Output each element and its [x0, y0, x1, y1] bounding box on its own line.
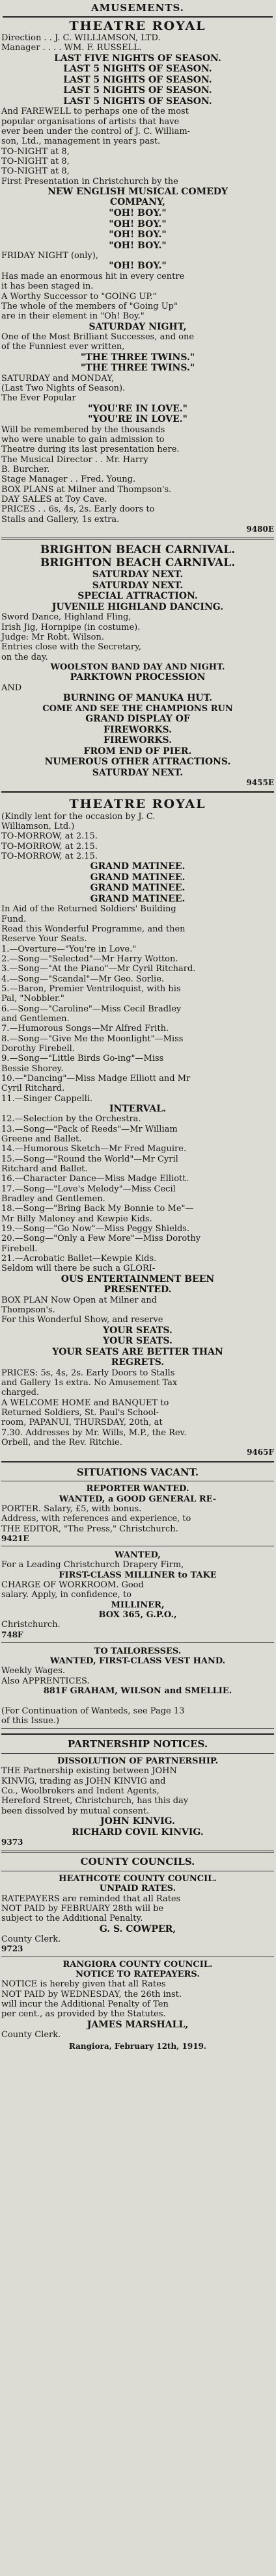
text-line: County Clerk. — [1, 1934, 61, 1945]
job-ad — [1, 1646, 274, 1730]
divider — [1, 791, 274, 793]
divider — [1, 1753, 274, 1754]
ad-code: 9465F — [247, 1448, 274, 1457]
text-line: Address, with references and experience, to — [1, 1514, 191, 1524]
carnival-heading: BRIGHTON BEACH CARNIVAL. — [40, 543, 236, 557]
text-line: INTERVAL. — [109, 1103, 166, 1114]
text-line: AND — [1, 683, 22, 693]
text-line: Sword Dance, Highland Fling, — [1, 612, 131, 623]
text-line: it has been staged in. — [1, 281, 94, 292]
text-line: FIREWORKS. — [104, 735, 172, 746]
text-line: Will be remembered by the thousands — [1, 424, 165, 435]
text-line: 17.—Song—"Love's Melody"—Miss Cecil — [1, 1184, 176, 1194]
text-line: The Musical Director . . Mr. Harry — [1, 454, 148, 465]
text-line: JOHN KINVIG. — [100, 1816, 175, 1827]
text-line: PARKTOWN PROCESSION — [70, 672, 206, 683]
text-line: Christchurch. — [1, 1620, 61, 1630]
text-line: of this Issue.) — [1, 1716, 60, 1726]
text-line: COME AND SEE THE CHAMPIONS RUN — [42, 703, 233, 714]
county-councils-section — [1, 1856, 274, 2051]
job-ad — [1, 1484, 274, 1546]
text-line: The whole of the members of "Going Up" — [1, 301, 178, 311]
divider — [1, 1851, 274, 1853]
text-line: of the Funniest ever written, — [1, 342, 125, 352]
text-line: "OH! BOY." — [109, 261, 167, 272]
text-line: LAST 5 NIGHTS OF SEASON. — [63, 96, 212, 107]
text-line: Pal, "Nobbler." — [1, 994, 64, 1004]
text-line: Judge: Mr Robt. Wilson. — [1, 632, 104, 642]
text-line: DAY SALES at Toy Cave. — [1, 495, 107, 505]
text-line: Returned Soldiers, St. Paul's School- — [1, 1408, 159, 1418]
text-line: NUMEROUS OTHER ATTRACTIONS. — [44, 757, 231, 768]
text-line: will incur the Additional Penalty of Ten — [1, 1999, 169, 2009]
text-line: FRIDAY NIGHT (only), — [1, 251, 98, 261]
ad-code: 9723 — [1, 1944, 23, 1954]
text-line: 7.—Humorous Songs—Mr Alfred Frith. — [1, 1024, 169, 1034]
carnival-heading-repeat: BRIGHTON BEACH CARNIVAL. — [40, 556, 236, 570]
text-line: "OH! BOY." — [109, 207, 167, 218]
text-line: 10.—"Dancing"—Miss Madge Elliott and Mr — [1, 1073, 191, 1084]
text-line: 11.—Singer Cappelli. — [1, 1093, 93, 1104]
ad-code: 9373 — [1, 1838, 23, 1847]
text-line: Entries close with the Secretary, — [1, 642, 141, 653]
section-heading: SITUATIONS VACANT. — [76, 1466, 199, 1478]
text-line: 13.—Song—"Pack of Reeds"—Mr William — [1, 1124, 178, 1134]
text-line: 16.—Character Dance—Miss Madge Elliott. — [1, 1174, 189, 1184]
ad-code: 9480E — [246, 525, 274, 534]
text-line: NOT PAID by FEBRUARY 28th will be — [1, 1903, 164, 1914]
text-line: (For Continuation of Wanteds, see Page 13 — [1, 1706, 185, 1716]
divider — [1, 1728, 274, 1729]
text-line: Orbell, and the Rev. Ritchie. — [1, 1438, 122, 1448]
section-heading: PARTNERSHIP NOTICES. — [67, 1738, 208, 1750]
text-line: "THE THREE TWINS." — [80, 363, 195, 374]
text-line: PORTER. Salary, £5, with bonus. — [1, 1503, 142, 1514]
text-line: CHARGE OF WORKROOM. Good — [1, 1580, 144, 1591]
rangiora-title: RANGIORA COUNTY COUNCIL. — [62, 1959, 213, 1970]
text-line: (Last Two Nights of Season). — [1, 384, 126, 394]
text-line: Read this Wonderful Programme, and then — [1, 924, 186, 935]
text-line: The Ever Popular — [1, 393, 76, 404]
text-line: Co., Woolbrokers and Indent Agents, — [1, 1786, 159, 1797]
text-line: TO-MORROW, at 2.15. — [1, 831, 98, 842]
theatre-matinee-ad — [1, 797, 274, 1457]
situations-ads — [1, 1484, 274, 1729]
text-line: REGRETS. — [111, 1357, 165, 1368]
text-line: THE Partnership existing between JOHN — [1, 1766, 177, 1776]
text-line: Bessie Shorey. — [1, 1063, 64, 1074]
text-line: 14.—Humorous Sketch—Mr Fred Maguire. — [1, 1144, 187, 1154]
text-line: GRAND MATINEE. — [90, 861, 186, 872]
text-line: FROM END OF PIER. — [83, 746, 192, 757]
text-line: 2.—Song—"Selected"—Mr Harry Wotton. — [1, 954, 178, 964]
text-line: Bradley and Gentlemen. — [1, 1194, 105, 1204]
text-line: per cent., as provided by the Statutes. — [1, 2009, 166, 2020]
text-line: PRICES: 5s, 4s, 2s. Early Doors to Stalls — [1, 1368, 175, 1378]
text-line: who were unable to gain admission to — [1, 435, 165, 445]
ad-code: 748F — [1, 1630, 23, 1639]
text-line: 18.—Song—"Bring Back My Bonnie to Me"— — [1, 1204, 194, 1214]
text-line: BOX PLAN Now Open at Milner and — [1, 1295, 158, 1305]
divider — [1, 1461, 274, 1463]
text-line: on the day. — [1, 652, 48, 662]
text-line: 3.—Song—"At the Piano"—Mr Cyril Ritchard. — [1, 964, 196, 974]
text-line: "OH! BOY." — [109, 218, 167, 229]
text-line: LAST 5 NIGHTS OF SEASON. — [63, 74, 212, 85]
header-rule — [3, 16, 273, 18]
text-line: "YOU'RE IN LOVE." — [88, 403, 187, 414]
carnival-ad-body — [1, 569, 274, 778]
text-line: JUVENILE HIGHLAND DANCING. — [51, 601, 224, 612]
text-line: son, Ltd., management in years past. — [1, 137, 161, 147]
text-line: KINVIG, trading as JOHN KINVIG and — [1, 1776, 166, 1786]
text-line: Weekly Wages. — [1, 1666, 66, 1676]
text-line: OUS ENTERTAINMENT BEEN — [61, 1273, 215, 1284]
job-ad-title: REPORTER WANTED. — [86, 1484, 189, 1494]
text-line: and Gentlemen. — [1, 1013, 70, 1024]
text-line: NEW ENGLISH MUSICAL COMEDY — [48, 186, 228, 197]
divider — [1, 1733, 274, 1735]
text-line: WANTED, FIRST-CLASS VEST HAND. — [49, 1656, 226, 1667]
situations-vacant-section — [1, 1467, 274, 1730]
text-line: THE EDITOR, "The Press," Christchurch. — [1, 1524, 178, 1534]
text-line: and Gallery 1s extra. No Amusement Tax — [1, 1378, 178, 1388]
text-line: B. Burcher. — [1, 465, 50, 475]
text-line: BURNING OF MANUKA HUT. — [62, 693, 213, 704]
job-ad — [1, 1550, 274, 1643]
text-line: GRAND MATINEE. — [90, 883, 186, 894]
text-line: Irish Jig, Hornpipe (in costume). — [1, 622, 141, 632]
text-line: G. S. COWPER, — [99, 1923, 176, 1934]
text-line: FIRST-CLASS MILLINER to TAKE — [59, 1570, 217, 1580]
ad-code: 9421E — [1, 1533, 29, 1543]
text-line: TO-NIGHT at 8, — [1, 146, 70, 157]
text-line — [1, 1696, 274, 1706]
text-line: WOOLSTON BAND DAY AND NIGHT. — [50, 662, 225, 672]
text-line: Dorothy Firebell. — [1, 1043, 75, 1054]
heathcote-body — [1, 1894, 274, 1945]
text-line: Has made an enormous hit in every centre — [1, 271, 185, 281]
text-line: salary. Apply, in confidence, to — [1, 1590, 131, 1600]
text-line: YOUR SEATS ARE BETTER THAN — [52, 1346, 223, 1357]
text-line: Thompson's. — [1, 1305, 55, 1316]
text-line: 21.—Acrobatic Ballet—Kewpie Kids. — [1, 1254, 157, 1264]
text-line: LAST 5 NIGHTS OF SEASON. — [63, 64, 212, 75]
job-ad-title: TO TAILORESSES. — [94, 1646, 182, 1656]
text-line: 1.—Overture—"You're in Love." — [1, 944, 137, 954]
text-line: Direction . . J. C. WILLIAMSON, LTD. — [1, 33, 161, 44]
text-line: are in their element in "Oh! Boy." — [1, 311, 145, 322]
text-line: 20.—Song—"Only a Few More"—Miss Dorothy — [1, 1234, 201, 1244]
text-line: Theatre during its last presentation here. — [1, 445, 180, 455]
text-line: Fund. — [1, 914, 27, 924]
heathcote-title: HEATHCOTE COUNTY COUNCIL. — [59, 1873, 217, 1884]
rangiora-footer: Rangiora, February 12th, 1919. — [68, 2042, 207, 2051]
text-line: A WELCOME HOME and BANQUET to — [1, 1398, 169, 1408]
text-line: Greene and Ballet. — [1, 1134, 82, 1145]
heathcote-subtitle: UNPAID RATES. — [99, 1884, 176, 1894]
text-line: And FAREWELL to perhaps one of the most — [1, 107, 189, 117]
text-line: TO-MORROW, at 2.15. — [1, 841, 98, 852]
text-line: YOUR SEATS. — [103, 1336, 172, 1347]
text-line: TO-MORROW, at 2.15. — [1, 851, 98, 861]
text-line: For this Wonderful Show, and reserve — [1, 1315, 163, 1325]
text-line: Firebell. — [1, 1243, 38, 1254]
text-line: been dissolved by mutual consent. — [1, 1806, 150, 1816]
text-line: TO-NIGHT at 8, — [1, 166, 70, 177]
text-line: 5.—Baron, Premier Ventriloquist, with his — [1, 983, 181, 994]
text-line: 12.—Selection by the Orchestra. — [1, 1114, 141, 1125]
divider — [1, 1642, 274, 1643]
carnival-ad — [1, 543, 274, 787]
text-line: PRICES . . 6s, 4s, 2s. Early doors to — [1, 504, 155, 515]
text-line: Stalls and Gallery, 1s extra. — [1, 514, 120, 525]
text-line: Seldom will there be such a GLORI- — [1, 1264, 156, 1274]
text-line: Manager . . . . WM. F. RUSSELL. — [1, 43, 143, 53]
theatre-title: THEATRE ROYAL — [69, 797, 206, 812]
text-line: ever been under the control of J. C. William- — [1, 126, 191, 137]
text-line: SATURDAY and MONDAY, — [1, 373, 115, 384]
text-line: MILLINER, — [111, 1600, 165, 1610]
text-line: FIREWORKS. — [104, 724, 172, 735]
text-line: popular organisations of artists that have — [1, 116, 180, 127]
section-heading: COUNTY COUNCILS. — [80, 1856, 195, 1868]
divider — [1, 538, 274, 540]
text-line: Mr Billy Maloney and Kewpie Kids. — [1, 1214, 152, 1224]
text-line: BOX 365, G.P.O., — [98, 1610, 177, 1620]
text-line: 9.—Song—"Little Birds Go-ing"—Miss — [1, 1054, 164, 1064]
text-line: charged. — [1, 1388, 40, 1398]
matinee-ad-body — [1, 812, 274, 1448]
rangiora-subtitle: NOTICE TO RATEPAYERS. — [76, 1969, 200, 1979]
text-line: LAST 5 NIGHTS OF SEASON. — [63, 85, 212, 96]
partnership-body — [1, 1766, 274, 1838]
text-line: 4.—Song—"Scandal"—Mr Geo. Sorlie. — [1, 974, 165, 984]
text-line: GRAND MATINEE. — [90, 872, 186, 883]
text-line: SATURDAY NIGHT, — [89, 321, 187, 332]
text-line: "OH! BOY." — [109, 229, 167, 241]
text-line: 6.—Song—"Caroline"—Miss Cecil Bradley — [1, 1004, 182, 1014]
text-line: 881F GRAHAM, WILSON and SMELLIE. — [43, 1686, 232, 1697]
amusements-header: AMUSEMENTS. — [90, 2, 185, 14]
text-line: Williamson, Ltd.) — [1, 821, 75, 831]
text-line: Stage Manager . . Fred. Young. — [1, 475, 136, 485]
text-line: "YOU'RE IN LOVE." — [88, 414, 187, 425]
theatre-title: THEATRE ROYAL — [69, 18, 206, 33]
text-line: For a Leading Christchurch Drapery Firm, — [1, 1560, 184, 1570]
text-line: Ritchard and Ballet. — [1, 1164, 88, 1175]
text-line: LAST FIVE NIGHTS OF SEASON. — [54, 53, 221, 64]
ad-code: 9455E — [246, 778, 274, 788]
text-line: First Presentation in Christchurch by the — [1, 176, 178, 187]
text-line: TO-NIGHT at 8, — [1, 156, 70, 166]
text-line: Reserve Your Seats. — [1, 934, 87, 944]
text-line: WANTED, — [115, 1550, 161, 1561]
text-line: JAMES MARSHALL, — [87, 2019, 189, 2030]
text-line: SPECIAL ATTRACTION. — [77, 591, 198, 602]
partnership-section — [1, 1739, 274, 1847]
text-line: SATURDAY NEXT. — [92, 767, 184, 778]
theatre-royal-ad — [1, 19, 274, 534]
text-line: RICHARD COVIL KINVIG. — [72, 1827, 204, 1838]
text-line: "OH! BOY." — [109, 240, 167, 251]
text-line: "THE THREE TWINS." — [80, 352, 195, 363]
text-line: YOUR SEATS. — [103, 1325, 172, 1336]
text-line: WANTED, a GOOD GENERAL RE- — [59, 1494, 217, 1504]
text-line: One of the Most Brilliant Successes, and one — [1, 332, 195, 343]
text-line: room, PAPANUI, THURSDAY, 20th, at — [1, 1418, 163, 1428]
text-line: subject to the Additional Penalty. — [1, 1914, 143, 1924]
text-line: 8.—Song—"Give Me the Moonlight"—Miss — [1, 1034, 184, 1044]
text-line: COMPANY, — [109, 197, 166, 208]
text-line: Hereford Street, Christchurch, has this day — [1, 1796, 189, 1806]
text-line: 19.—Song—"Go Now"—Miss Peggy Shields. — [1, 1224, 190, 1234]
text-line: A Worthy Successor to "GOING UP." — [1, 291, 157, 302]
text-line: Cyril Ritchard. — [1, 1084, 65, 1094]
text-line: PRESENTED. — [104, 1284, 172, 1295]
text-line: NOTICE is hereby given that all Rates — [1, 1979, 166, 1990]
text-line: 7.30. Addresses by Mr. Wills, M.P., the Rev. — [1, 1427, 187, 1438]
text-line: GRAND DISPLAY OF — [85, 714, 190, 724]
text-line: 15.—Song—"Round the World"—Mr Cyril — [1, 1154, 178, 1164]
text-line: RATEPAYERS are reminded that all Rates — [1, 1893, 181, 1904]
text-line: BOX PLANS at Milner and Thompson's. — [1, 484, 172, 495]
text-line: (Kindly lent for the occasion by J. C. — [1, 811, 156, 822]
text-line: SATURDAY NEXT. — [92, 580, 184, 591]
text-line: SATURDAY NEXT. — [92, 569, 184, 580]
text-line: NOT PAID by WEDNESDAY, the 26th inst. — [1, 1989, 182, 1999]
partnership-title: DISSOLUTION OF PARTNERSHIP. — [57, 1756, 219, 1767]
text-line: County Clerk. — [1, 2030, 61, 2040]
text-line: In Aid of the Returned Soldiers' Building — [1, 904, 176, 915]
rangiora-body — [1, 1979, 274, 2040]
text-line: Also APPRENTICES. — [1, 1676, 90, 1686]
text-line: GRAND MATINEE. — [90, 893, 186, 904]
theatre-ad-body — [1, 33, 274, 525]
